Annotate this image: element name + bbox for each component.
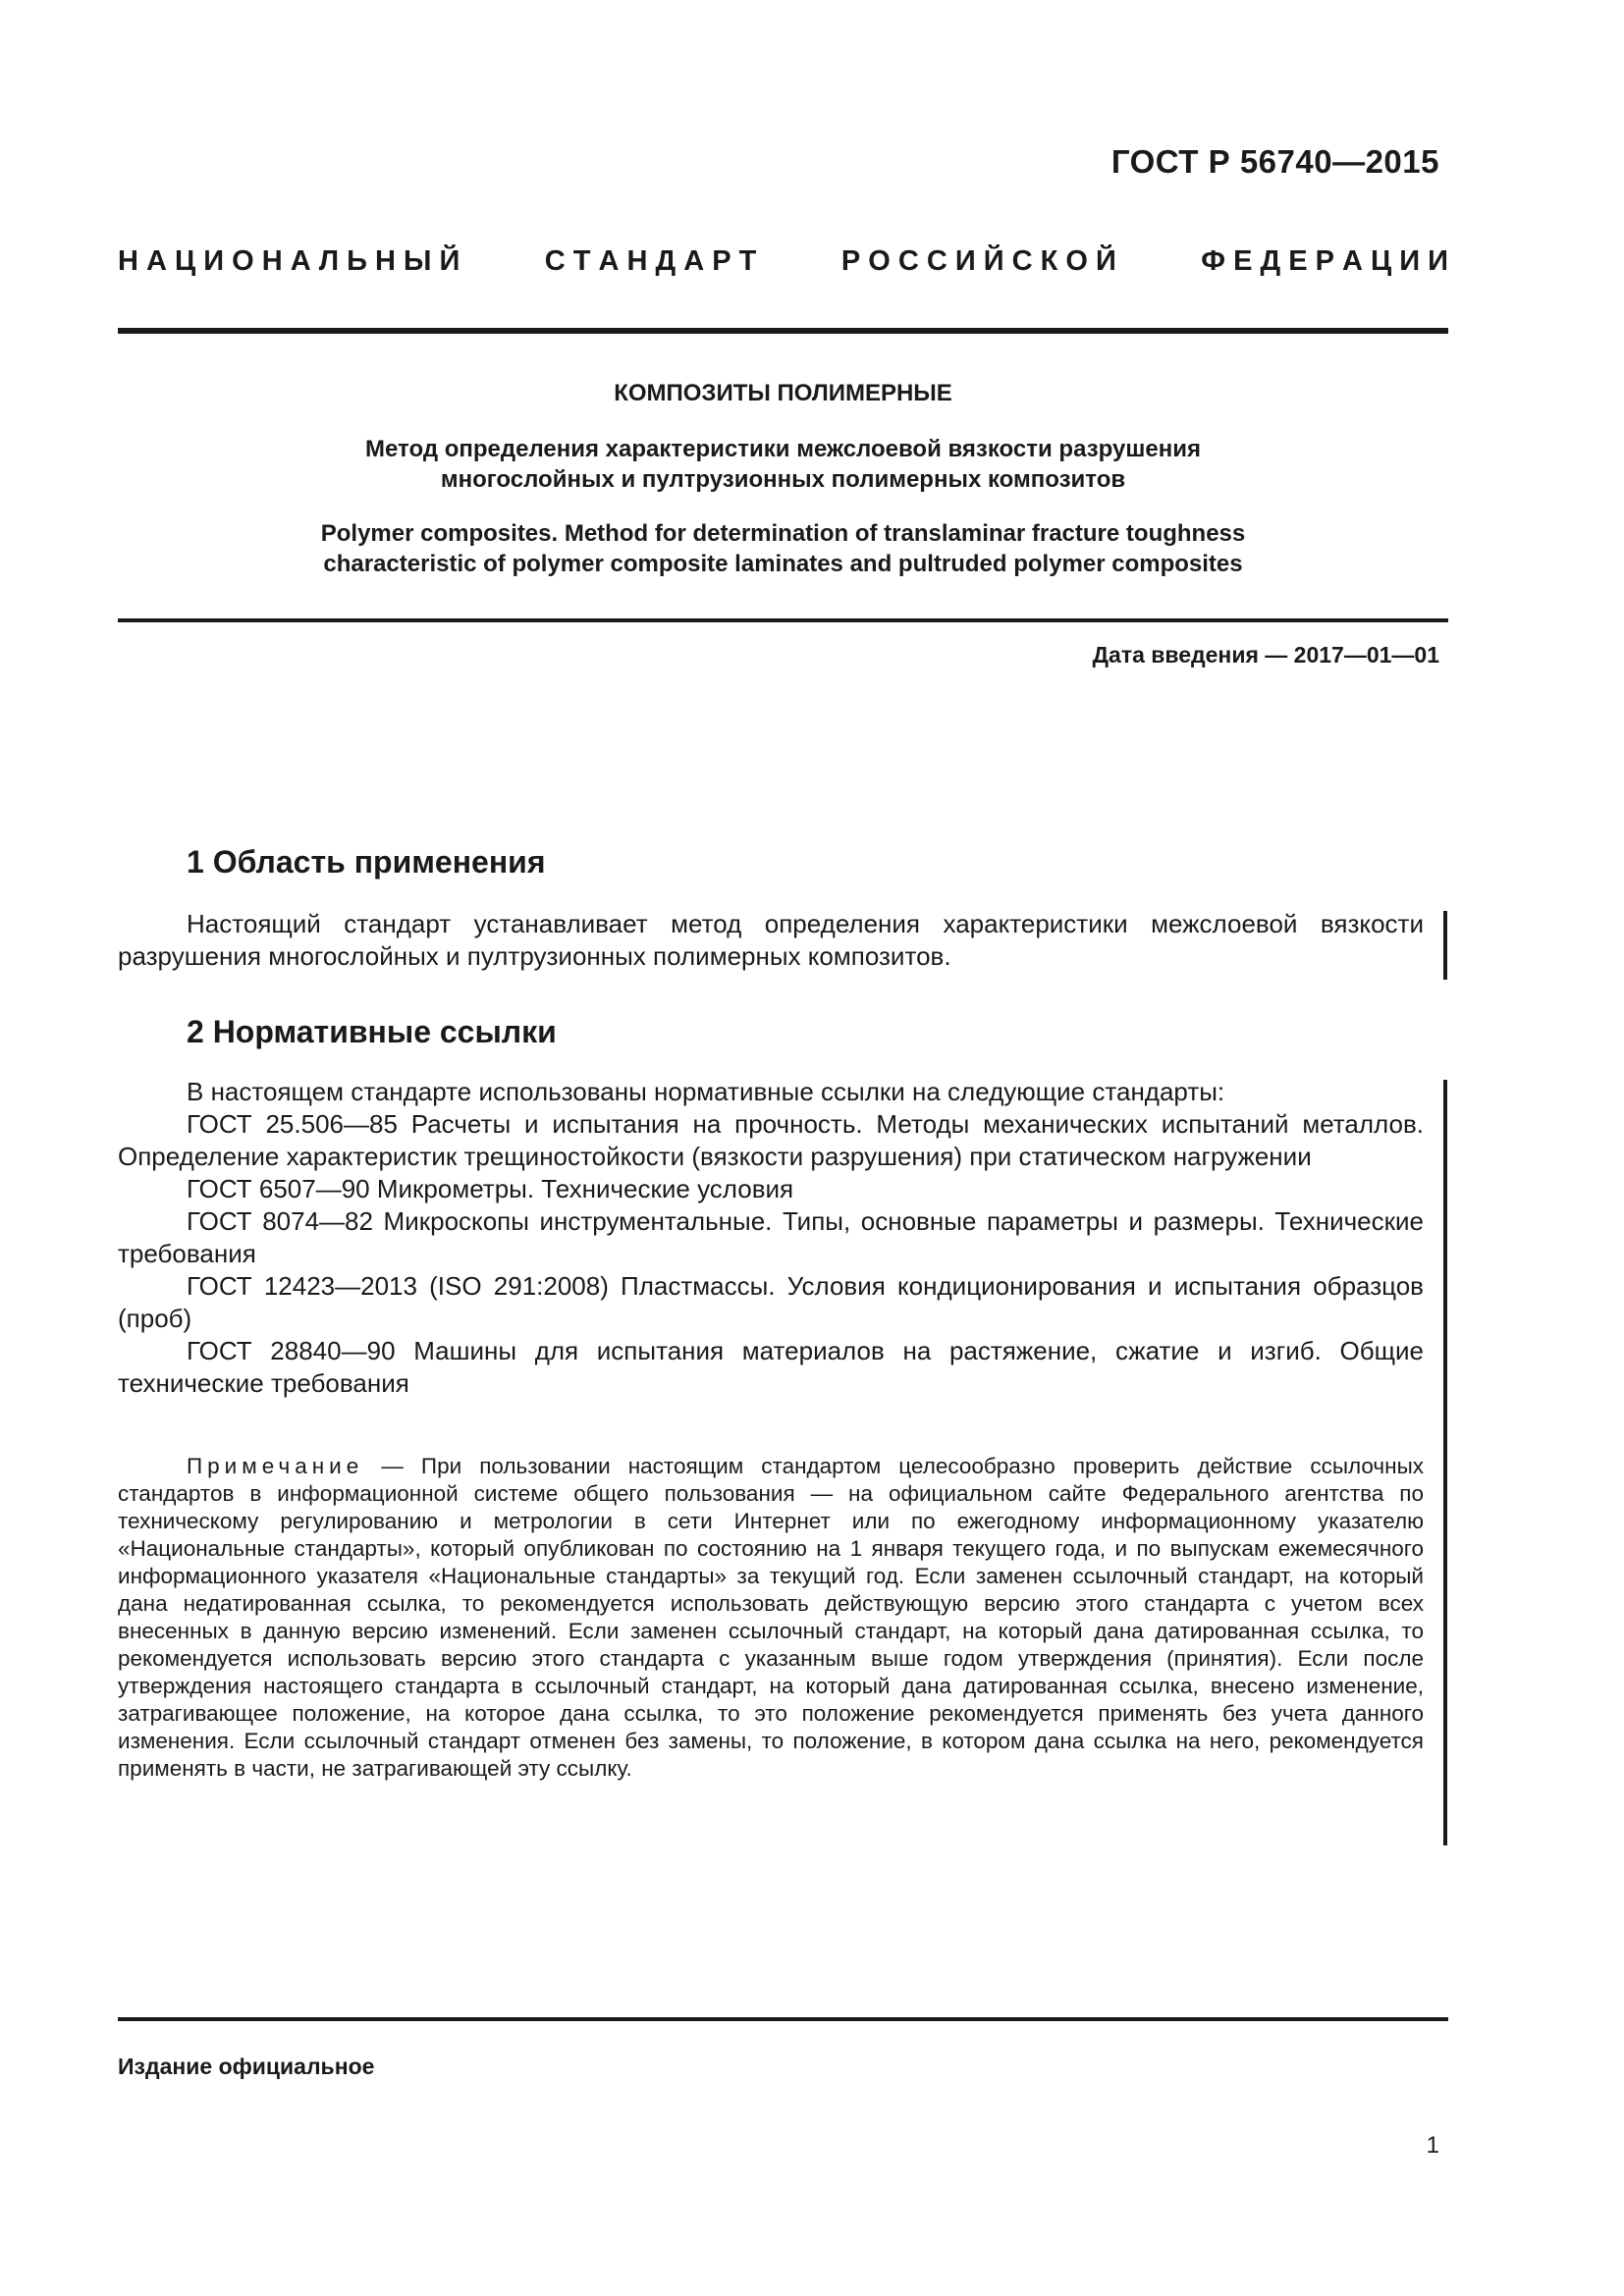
reference-item: ГОСТ 12423—2013 (ISO 291:2008) Пластмассы. Условия кондиционирования и испытания образцов (проб) — [118, 1271, 1424, 1333]
change-marker-bar — [1443, 1080, 1447, 1845]
edition-label: Издание официальное — [118, 2054, 375, 2079]
national-standard-title — [118, 245, 1448, 278]
footer-divider — [118, 2017, 1448, 2021]
document-title: КОМПОЗИТЫ ПОЛИМЕРНЫЕ — [614, 380, 952, 406]
note-block — [118, 1453, 1424, 1783]
section-1-body — [118, 908, 1424, 973]
subtitle-en-line: Polymer composites. Method for determination of translaminar fracture toughness — [320, 520, 1246, 547]
paragraph: В настоящем стандарте использованы нормативные ссылки на следующие стандарты: — [187, 1077, 1225, 1106]
section-2-heading: 2 Нормативные ссылки — [187, 1014, 557, 1049]
section-2-body — [118, 1076, 1424, 1400]
title-divider — [118, 618, 1448, 622]
document-subtitle-en — [118, 518, 1448, 579]
reference-item: ГОСТ 25.506—85 Расчеты и испытания на прочность. Методы механических испытаний металлов. Определение характеристик трещиностойкости (вязкости разрушения) при статическом нагружении — [118, 1109, 1424, 1171]
paragraph: Настоящий стандарт устанавливает метод определения характеристики межслоевой вязкости разрушения многослойных и пултрузионных полимерных композитов. — [118, 909, 1424, 971]
reference-item: ГОСТ 6507—90 Микрометры. Технические условия — [187, 1174, 794, 1203]
reference-item: ГОСТ 28840—90 Машины для испытания материалов на растяжение, сжатие и изгиб. Общие технические требования — [118, 1336, 1424, 1398]
note-paragraph — [118, 1453, 1424, 1783]
note-label: Примечание — [187, 1454, 364, 1478]
section-1-heading: 1 Область применения — [187, 844, 546, 880]
reference-item: ГОСТ 8074—82 Микроскопы инструментальные. Типы, основные параметры и размеры. Технические требования — [118, 1206, 1424, 1268]
national-word: Ф Е Д Е Р А Ц И И — [1201, 245, 1448, 277]
subtitle-ru-line: многослойных и пултрузионных полимерных композитов — [440, 466, 1126, 493]
standard-number: ГОСТ Р 56740—2015 — [1110, 143, 1439, 180]
note-text: — При пользовании настоящим стандартом целесообразно проверить действие ссылочных стандартов в информационной системе общего пользования — на официальном сайте Федерального агентства по техническому регулированию и метрологии в сети Интернет или по ежегодному информационному указателю «Национальные стандарты», который опубликован по состоянию на 1 января текущего года, и по выпускам ежемесячного информационного указателя «Национальные стандарты» за текущий год. Если заменен ссылочный стандарт, на который дана недатированная ссылка, то рекомендуется использовать действующую версию этого стандарта с учетом всех внесенных в данную версию изменений. Если заменен ссылочный стандарт, на который дана датированная ссылка, то рекомендуется использовать версию этого стандарта с указанным выше годом утверждения (принятия). Если после утверждения настоящего стандарта в ссылочный стандарт, на который дана датированная ссылка, внесено изменение, затрагивающее положение, на которое дана ссылка, то это положение рекомендуется применять без учета данного изменения. Если ссылочный стандарт отменен без замены, то положение, в котором дана ссылка на него, рекомендуется применять в части, не затрагивающей эту ссылку. — [118, 1454, 1424, 1781]
header-divider — [118, 328, 1448, 334]
subtitle-ru-line: Метод определения характеристики межслоевой вязкости разрушения — [365, 436, 1201, 462]
national-word: Р О С С И Й С К О Й — [840, 245, 1116, 277]
document-subtitle-ru — [118, 434, 1448, 495]
national-word: С Т А Н Д А Р Т — [544, 245, 757, 277]
subtitle-en-line: characteristic of polymer composite laminates and pultruded polymer composites — [323, 551, 1243, 577]
national-word: Н А Ц И О Н А Л Ь Н Ы Й — [118, 245, 460, 277]
change-marker-bar — [1443, 911, 1447, 980]
page-number: 1 — [1426, 2132, 1439, 2159]
introduction-date: Дата введения — 2017—01—01 — [1092, 642, 1439, 667]
